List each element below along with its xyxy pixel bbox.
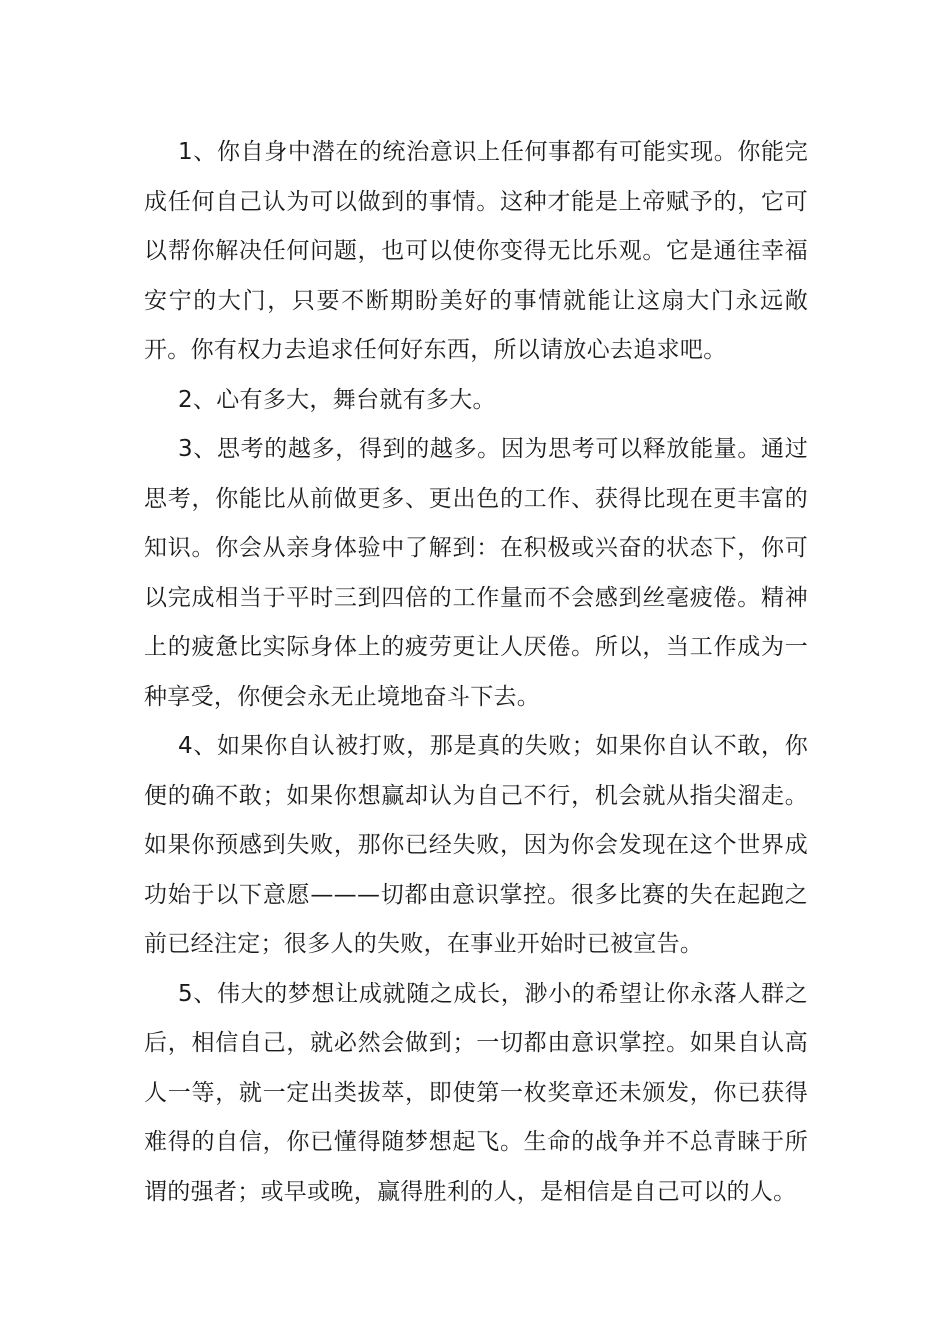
paragraph-2: 2、心有多大，舞台就有多大。 [178,386,496,413]
paragraph-5: 5、伟大的梦想让成就随之成长，渺小的希望让你永落人群之后，相信自己，就必然会做到；一切都由意识掌控。如果自认高人一等，就一定出类拔萃，即使第一枚奖章还未颁发，你已获得难得的自信，你已懂得随梦想起飞。生命的战争并不总青睐于所谓的强者；或早或晚，赢得胜利的人，是相信是自己可以的人。 [144,980,808,1205]
paragraph-3: 3、思考的越多，得到的越多。因为思考可以释放能量。通过思考，你能比从前做更多、更出色的工作、获得比现在更丰富的知识。你会从亲身体验中了解到：在积极或兴奋的状态下，你可以完成相当于平时三到四倍的工作量而不会感到丝毫疲倦。精神上的疲惫比实际身体上的疲劳更让人厌倦。所以，当工作成为一种享受，你便会永无止境地奋斗下去。 [144,436,808,710]
paragraph-1: 1、你自身中潜在的统治意识上任何事都有可能实现。你能完成任何自己认为可以做到的事情。这种才能是上帝赋予的，它可以帮你解决任何问题，也可以使你变得无比乐观。它是通往幸福安宁的大门，只要不断期盼美好的事情就能让这扇大门永远敞开。你有权力去追求任何好东西，所以请放心去追求吧。 [144,139,808,363]
document-body [144,128,808,1217]
paragraph-4: 4、如果你自认被打败，那是真的失败；如果你自认不敢，你便的确不敢；如果你想赢却认为自己不行，机会就从指尖溜走。如果你预感到失败，那你已经失败，因为你会发现在这个世界成功始于以下意愿———切都由意识掌控。很多比赛的失在起跑之前已经注定；很多人的失败，在事业开始时已被宣告。 [144,733,808,957]
